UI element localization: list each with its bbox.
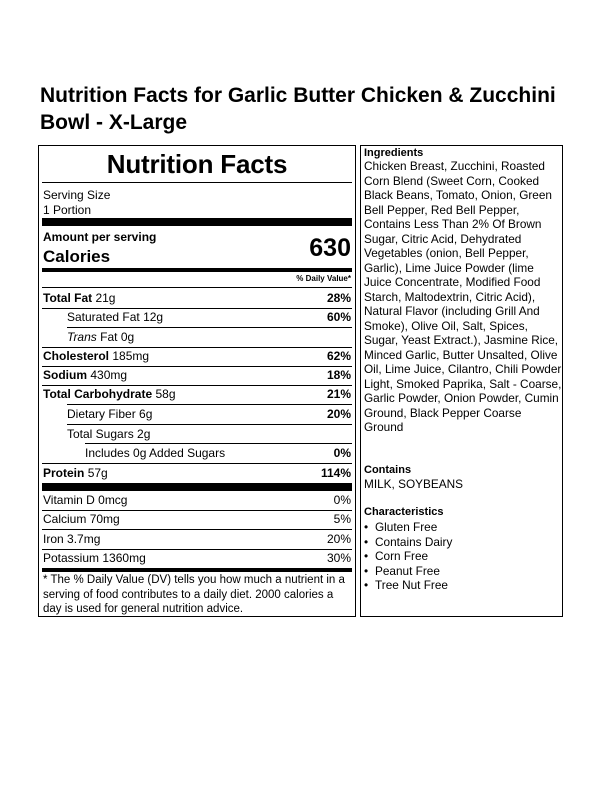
serving-size-label: Serving Size	[43, 188, 111, 202]
amount-per-serving: Amount per serving	[43, 230, 157, 244]
nutrient-row-total-sugars	[67, 424, 351, 444]
vitamin-row-vitamin-d	[43, 490, 351, 510]
ingredients-text: Chicken Breast, Zucchini, Roasted Corn Blend (Sweet Corn, Cooked Black Beans, Tomato, Onion, Green Bell Pepper, Red Bell Pepper, Contains Less Than 2% Of Brown Sugar, Citric Acid, Dehydrated Vegetables (onion, Bell Pepper, Garlic), Lime Juice Powder (lime Juice Concentrate, Modified Food Starch, Maltodextrin, Citric Acid), Natural Flavor (including Grill And Smoke), Olive Oil, Salt, Spices, Sugar, Yeast Extract.), Jasmine Rice, Minced Garlic, Butter Unsalted, Olive Oil, Lime Juice, Cilantro, Chili Powder Light, Smoked Paprika, Salt - Coarse, Garlic Powder, Onion Powder, Cumin Ground, Black Pepper Coarse Ground	[364, 159, 562, 434]
nutrient-row-sodium	[43, 365, 351, 385]
nutrient-label: Total Carbohydrate 58g	[43, 387, 176, 401]
nutrient-label: Protein 57g	[43, 466, 108, 480]
nutrient-row-total-carbohydrate	[43, 384, 351, 404]
vitamin-dv: 5%	[333, 512, 351, 526]
bullet-icon: •	[364, 578, 369, 592]
nutrient-label: Saturated Fat 12g	[67, 310, 164, 324]
nutrient-label: Dietary Fiber 6g	[67, 407, 153, 421]
nutrient-dv: 62%	[326, 349, 351, 363]
nutrient-label: Cholesterol 185mg	[43, 349, 150, 363]
characteristics-list	[364, 520, 452, 593]
nutrient-label: Total Fat 21g	[43, 291, 116, 305]
vitamin-row-potassium	[43, 548, 351, 568]
divider	[42, 182, 352, 183]
medium-divider	[42, 568, 352, 572]
nutrient-dv: 60%	[326, 310, 351, 324]
nutrient-dv: 114%	[320, 466, 351, 480]
nutrient-row-protein	[43, 463, 351, 483]
daily-value-footnote: * The % Daily Value (DV) tells you how much a nutrient in a serving of food contributes to a daily diet. 2000 calories a day is used for general nutrition advice.	[43, 574, 345, 615]
nutrient-row-total-fat	[43, 288, 351, 308]
nutrient-row-added-sugars	[85, 443, 351, 463]
nutrition-facts-panel	[38, 145, 356, 617]
vitamin-row-iron	[43, 529, 351, 549]
bullet-icon: •	[364, 549, 369, 563]
nutrient-dv: 18%	[326, 368, 351, 382]
vitamin-dv: 30%	[326, 551, 351, 565]
vitamin-dv: 0%	[333, 493, 351, 507]
daily-value-header: % Daily Value*	[296, 274, 351, 283]
vitamin-label: Calcium 70mg	[43, 512, 120, 526]
bullet-icon: •	[364, 520, 369, 534]
ingredients-heading: Ingredients	[364, 147, 424, 159]
page-title: Nutrition Facts for Garlic Butter Chicken & Zucchini Bowl - X-Large	[40, 84, 556, 134]
list-item: • Tree Nut Free	[364, 578, 448, 592]
nutrient-label: Includes 0g Added Sugars	[85, 446, 226, 460]
nutrient-row-dietary-fiber	[67, 404, 351, 424]
calories-value: 630	[309, 234, 351, 262]
contains-text: MILK, SOYBEANS	[364, 477, 463, 491]
list-item: • Gluten Free	[364, 520, 438, 534]
nutrient-row-trans-fat	[67, 327, 351, 347]
list-item: • Contains Dairy	[364, 534, 453, 549]
ingredients-panel	[360, 145, 563, 617]
nutrient-label: Trans Fat 0g	[67, 330, 135, 344]
bullet-icon: •	[364, 534, 369, 549]
thick-divider	[42, 218, 352, 226]
nutrition-facts-heading: Nutrition Facts	[106, 149, 288, 179]
nutrient-row-saturated-fat	[67, 307, 351, 327]
nutrient-dv: 20%	[326, 407, 351, 421]
list-item: • Corn Free	[364, 549, 429, 563]
characteristics-heading: Characteristics	[364, 506, 444, 518]
nutrient-label: Sodium 430mg	[43, 368, 128, 382]
medium-divider	[42, 268, 352, 272]
bullet-icon: •	[364, 563, 369, 578]
nutrient-dv: 21%	[326, 387, 351, 401]
nutrient-dv: 28%	[326, 291, 351, 305]
vitamin-label: Potassium 1360mg	[43, 551, 146, 565]
calories-label: Calories	[43, 247, 111, 266]
nutrient-row-cholesterol	[43, 346, 351, 366]
list-item: • Peanut Free	[364, 563, 440, 578]
vitamin-dv: 20%	[326, 532, 351, 546]
vitamin-label: Vitamin D 0mcg	[43, 493, 128, 507]
contains-heading: Contains	[364, 464, 412, 476]
serving-size-value: 1 Portion	[43, 203, 92, 217]
vitamin-label: Iron 3.7mg	[43, 532, 101, 546]
vitamin-row-calcium	[43, 509, 351, 529]
nutrient-label: Total Sugars 2g	[67, 427, 151, 441]
nutrient-dv: 0%	[333, 446, 351, 460]
